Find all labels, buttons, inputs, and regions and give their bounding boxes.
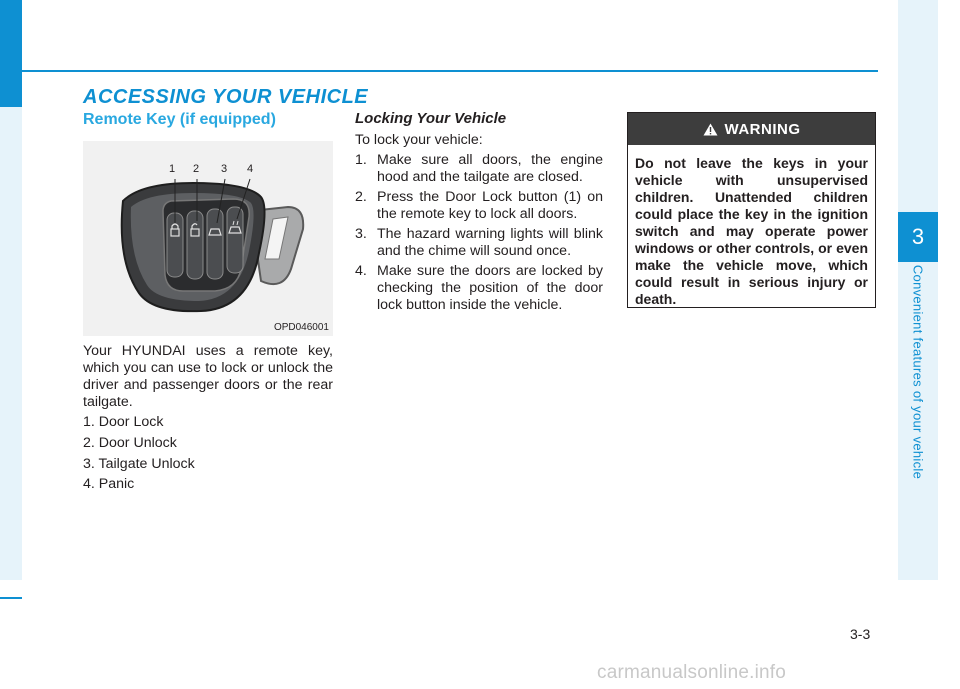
intro-paragraph: Your HYUNDAI uses a remote key, which you can use to lock or unlock the driver and passenger doors or the rear tailgate.	[83, 343, 333, 410]
chapter-title: Convenient features of your vehicle	[910, 264, 926, 480]
locking-step	[355, 226, 603, 260]
callout-1: 1	[169, 163, 176, 175]
subsection-title: Remote Key (if equipped)	[83, 111, 276, 128]
step-number: 2.	[355, 189, 367, 205]
header-rule	[22, 70, 878, 72]
locking-step	[355, 189, 603, 223]
warning-box	[627, 112, 876, 308]
warning-triangle-icon	[703, 123, 718, 136]
warning-text: Do not leave the keys in your vehicle with unsupervised children. Unattended children could place the key in the ignition switch and may operate power windows or other controls, or even make the vehicle move, which could result in serious injury or death.	[635, 155, 868, 307]
section-title: ACCESSING YOUR VEHICLE	[83, 86, 369, 108]
step-number: 3.	[355, 226, 367, 242]
step-number: 4.	[355, 263, 367, 279]
watermark[interactable]: carmanualsonline.info	[597, 662, 787, 683]
list-item: 1. Door Lock	[83, 414, 164, 430]
callout-4: 4	[247, 163, 254, 175]
image-caption: OPD046001	[273, 322, 329, 333]
list-item: 3. Tailgate Unlock	[83, 456, 195, 472]
locking-intro: To lock your vehicle:	[355, 132, 483, 148]
step-text: The hazard warning lights will blink and the chime will sound once.	[377, 226, 603, 259]
left-chapter-tab	[0, 0, 22, 107]
locking-step	[355, 263, 603, 314]
warning-header	[628, 113, 875, 145]
warning-label: WARNING	[724, 120, 801, 138]
remote-key-icon	[83, 141, 333, 336]
list-item: 2. Door Unlock	[83, 435, 177, 451]
locking-step	[355, 152, 603, 186]
page-number: 3-3	[850, 626, 871, 642]
callout-2: 2	[193, 163, 200, 175]
remote-key-illustration	[83, 141, 333, 336]
locking-steps	[355, 152, 603, 317]
callout-3: 3	[221, 163, 228, 175]
list-item: 4. Panic	[83, 476, 135, 492]
locking-title: Locking Your Vehicle	[355, 110, 507, 127]
step-text: Make sure the doors are locked by checking the position of the door lock button inside the vehicle.	[377, 263, 603, 313]
chapter-number-tab[interactable]: 3	[898, 212, 938, 262]
step-text: Press the Door Lock button (1) on the remote key to lock all doors.	[377, 189, 603, 222]
left-margin-rule	[0, 597, 22, 599]
step-text: Make sure all doors, the engine hood and the tailgate are closed.	[377, 152, 603, 185]
step-number: 1.	[355, 152, 367, 168]
